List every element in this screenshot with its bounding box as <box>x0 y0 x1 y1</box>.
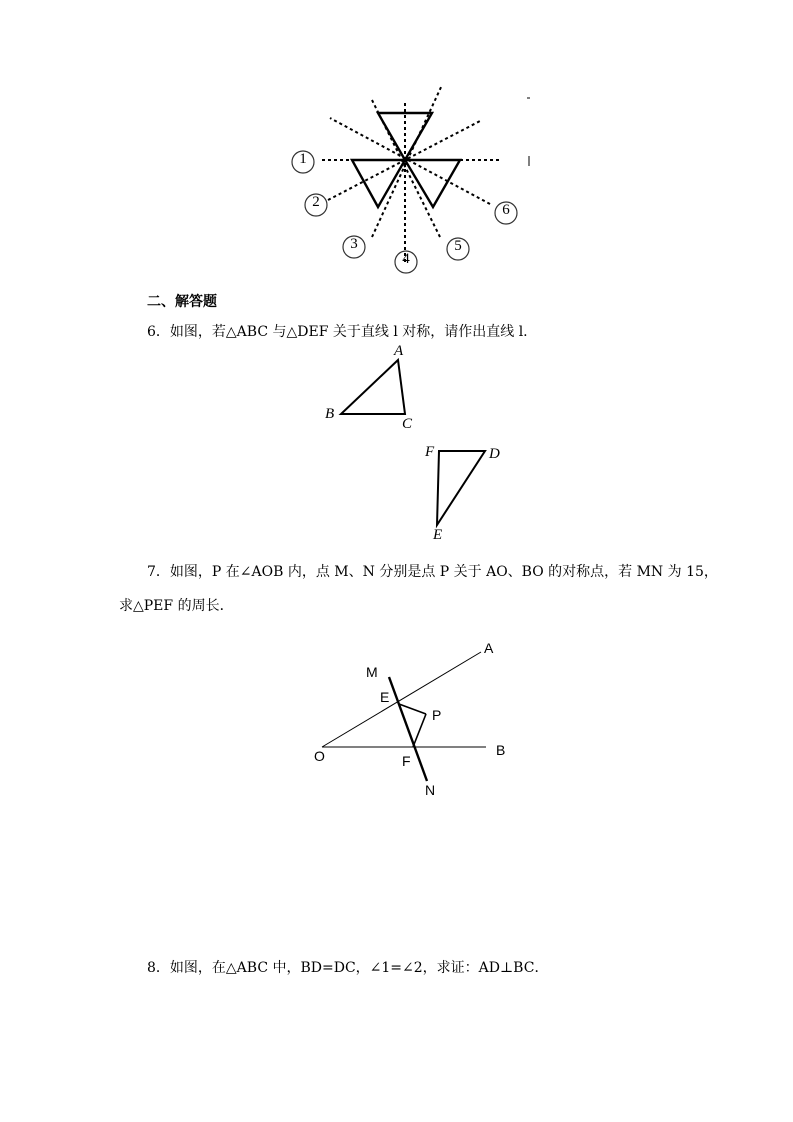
question-8-text: 8．如图，在△ABC 中，BD=DC，∠1=∠2，求证：AD⊥BC． <box>147 960 549 976</box>
point-b-label-q7: B <box>496 742 506 758</box>
point-f-label: F <box>425 444 435 460</box>
axis-num-3: 3 <box>350 236 358 252</box>
point-a-label-q7: A <box>484 640 494 656</box>
point-n-label: N <box>425 782 436 798</box>
point-d-label: D <box>489 446 500 462</box>
point-b-label: B <box>325 406 335 422</box>
section-heading: 二、解答题 <box>147 294 217 310</box>
axis-num-4: 4 <box>402 251 410 267</box>
axis-num-6: 6 <box>502 202 510 218</box>
point-m-label: M <box>366 664 378 680</box>
point-e-label: E <box>433 527 443 543</box>
question-7-line-2: 求△PEF 的周长． <box>119 598 234 614</box>
ray-oa <box>322 652 481 747</box>
axis-num-2: 2 <box>312 194 320 210</box>
question-6-text: 6．如图，若△ABC 与△DEF 关于直线 l 对称，请作出直线 l. <box>147 324 528 340</box>
question-7-line-1: 7．如图，P 在∠AOB 内，点 M、N 分别是点 P 关于 AO、BO 的对称点，若 MN 为 15， <box>147 564 718 580</box>
axis-num-5: 5 <box>454 238 462 254</box>
point-c-label: C <box>402 416 413 432</box>
point-f-label-q7: F <box>402 753 411 769</box>
axis-num-1: 1 <box>299 151 307 167</box>
point-p-label: P <box>432 707 442 723</box>
point-e-label-q7: E <box>380 689 390 705</box>
point-a-label: A <box>394 343 404 359</box>
segment-pf <box>413 714 426 747</box>
point-o-label: O <box>314 748 325 764</box>
